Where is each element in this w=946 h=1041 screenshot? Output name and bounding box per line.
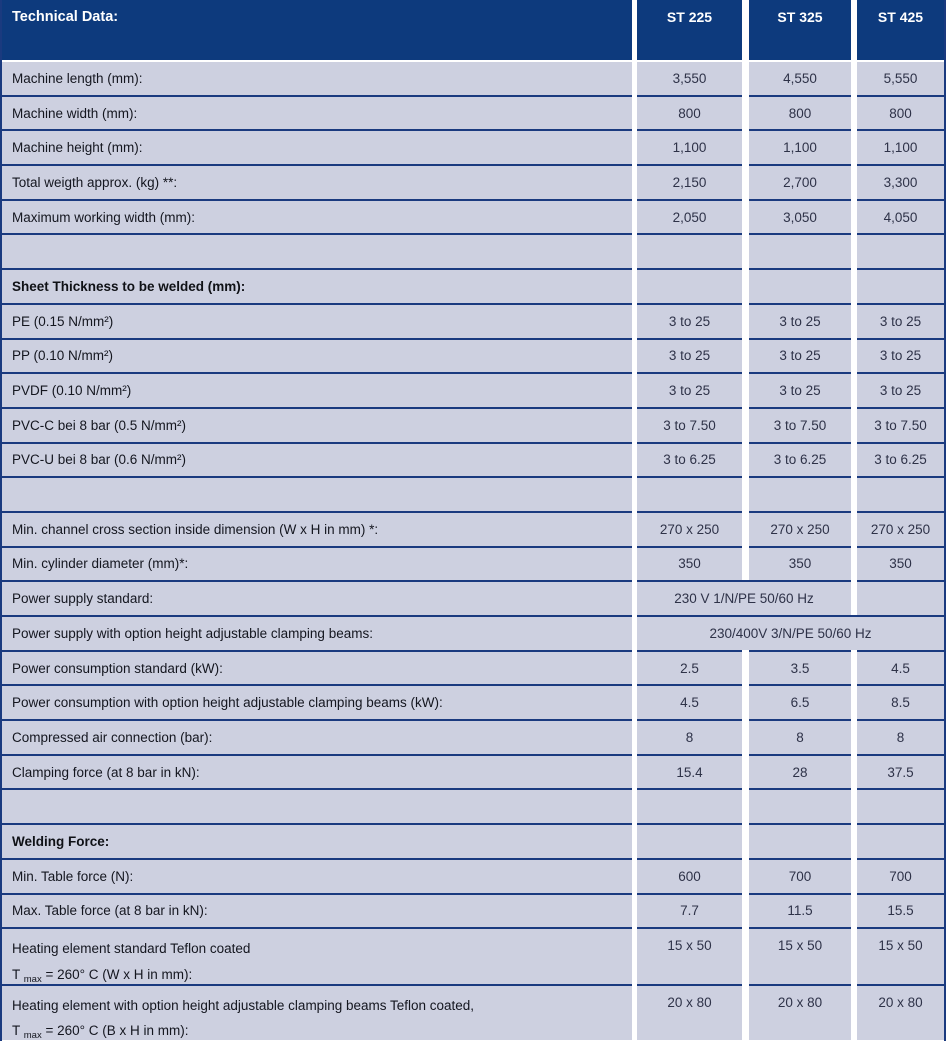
- row-value: 15 x 50: [637, 927, 742, 984]
- row-value: 270 x 250: [749, 511, 851, 546]
- row-value: 4,050: [857, 199, 944, 234]
- table-row: [2, 95, 944, 130]
- row-value: 4.5: [637, 684, 742, 719]
- row-label: PE (0.15 N/mm²): [2, 303, 632, 338]
- row-value: 4,550: [749, 60, 851, 95]
- row-value: 3 to 6.25: [749, 442, 851, 477]
- row-value: 3 to 7.50: [857, 407, 944, 442]
- row-value: 5,550: [857, 60, 944, 95]
- column-gap: [742, 823, 749, 858]
- row-label: Power consumption standard (kW):: [2, 650, 632, 685]
- row-value: 20 x 80: [857, 984, 944, 1041]
- row-value: 3 to 25: [637, 338, 742, 373]
- row-label: Machine height (mm):: [2, 129, 632, 164]
- row-value: 28: [749, 754, 851, 789]
- row-label: Clamping force (at 8 bar in kN):: [2, 754, 632, 789]
- tmax-subscript: max: [23, 973, 42, 984]
- row-label: Sheet Thickness to be welded (mm):: [2, 268, 632, 303]
- column-gap: [742, 442, 749, 477]
- row-value: 20 x 80: [637, 984, 742, 1041]
- row-value: 800: [637, 95, 742, 130]
- row-label: Total weigth approx. (kg) **:: [2, 164, 632, 199]
- table-row: [2, 684, 944, 719]
- column-gap: [742, 511, 749, 546]
- row-value: 11.5: [749, 893, 851, 928]
- row-value: 6.5: [749, 684, 851, 719]
- column-gap: [742, 129, 749, 164]
- row-value: 800: [857, 95, 944, 130]
- table-row: [2, 407, 944, 442]
- row-label: [2, 233, 632, 268]
- row-value: [857, 476, 944, 511]
- column-gap: [742, 893, 749, 928]
- row-label: PVC-U bei 8 bar (0.6 N/mm²): [2, 442, 632, 477]
- row-value: 2.5: [637, 650, 742, 685]
- table-row: [2, 927, 944, 984]
- table-row: [2, 268, 944, 303]
- column-header-st225: ST 225: [637, 0, 742, 60]
- column-gap: [742, 338, 749, 373]
- row-value: 3 to 6.25: [637, 442, 742, 477]
- column-gap: [742, 95, 749, 130]
- row-label: Machine length (mm):: [2, 60, 632, 95]
- row-label: PVDF (0.10 N/mm²): [2, 372, 632, 407]
- row-value: 15.4: [637, 754, 742, 789]
- row-value: 15.5: [857, 893, 944, 928]
- row-value: [749, 476, 851, 511]
- row-value-merged: 230/400V 3/N/PE 50/60 Hz: [637, 615, 944, 650]
- row-value: [749, 788, 851, 823]
- row-value: 15 x 50: [749, 927, 851, 984]
- row-value: 2,050: [637, 199, 742, 234]
- row-value: 270 x 250: [857, 511, 944, 546]
- row-value: 700: [749, 858, 851, 893]
- table-row: [2, 788, 944, 823]
- row-label: Compressed air connection (bar):: [2, 719, 632, 754]
- row-value: 20 x 80: [749, 984, 851, 1041]
- row-value: [749, 268, 851, 303]
- table-row: [2, 615, 944, 650]
- row-value: [749, 823, 851, 858]
- tmax-suffix: = 260° C (B x H in mm):: [41, 1023, 189, 1039]
- tmax-suffix: = 260° C (W x H in mm):: [41, 966, 193, 982]
- row-value: [637, 823, 742, 858]
- row-value: 1,100: [749, 129, 851, 164]
- column-gap: [742, 684, 749, 719]
- table-row: [2, 199, 944, 234]
- row-value: 8: [749, 719, 851, 754]
- column-gap: [742, 60, 749, 95]
- table-row: [2, 476, 944, 511]
- row-label: Maximum working width (mm):: [2, 199, 632, 234]
- row-value: 37.5: [857, 754, 944, 789]
- table-row: [2, 164, 944, 199]
- row-value: 3,050: [749, 199, 851, 234]
- table-row: [2, 984, 944, 1041]
- row-value: [637, 268, 742, 303]
- row-value: 3 to 25: [637, 303, 742, 338]
- row-label: Min. cylinder diameter (mm)*:: [2, 546, 632, 581]
- row-value: [637, 476, 742, 511]
- row-label: [2, 476, 632, 511]
- column-gap: [742, 754, 749, 789]
- column-gap: [742, 788, 749, 823]
- column-gap: [742, 372, 749, 407]
- table-row: [2, 650, 944, 685]
- column-gap: [742, 984, 749, 1041]
- column-gap: [742, 199, 749, 234]
- column-gap: [742, 164, 749, 199]
- table-row: [2, 511, 944, 546]
- row-value: [749, 233, 851, 268]
- column-gap: [742, 858, 749, 893]
- row-value: 8.5: [857, 684, 944, 719]
- column-gap: [742, 268, 749, 303]
- row-value: [637, 788, 742, 823]
- row-value: 8: [857, 719, 944, 754]
- row-label: PP (0.10 N/mm²): [2, 338, 632, 373]
- row-value: 3 to 6.25: [857, 442, 944, 477]
- row-value: 3,550: [637, 60, 742, 95]
- table-row: [2, 129, 944, 164]
- row-value: 3 to 7.50: [749, 407, 851, 442]
- row-value: 3 to 25: [637, 372, 742, 407]
- row-value: 2,700: [749, 164, 851, 199]
- row-value: 8: [637, 719, 742, 754]
- table-title: Technical Data:: [2, 0, 632, 60]
- row-label: [2, 788, 632, 823]
- column-header-st325: ST 325: [749, 0, 851, 60]
- row-label-line1: Heating element with option height adjustable clamping beams Teflon coated,: [12, 997, 475, 1013]
- row-value: 350: [637, 546, 742, 581]
- table-row: [2, 893, 944, 928]
- row-value: [857, 823, 944, 858]
- row-label: Power consumption with option height adjustable clamping beams (kW):: [2, 684, 632, 719]
- row-label: PVC-C bei 8 bar (0.5 N/mm²): [2, 407, 632, 442]
- column-gap: [742, 927, 749, 984]
- row-value: 3 to 25: [749, 372, 851, 407]
- row-label: [2, 927, 632, 984]
- table-row: [2, 233, 944, 268]
- row-value: 270 x 250: [637, 511, 742, 546]
- row-value: 350: [857, 546, 944, 581]
- row-label: Min. channel cross section inside dimension (W x H in mm) *:: [2, 511, 632, 546]
- row-value: 2,150: [637, 164, 742, 199]
- table-row: [2, 754, 944, 789]
- row-label-line1: Heating element standard Teflon coated: [12, 941, 251, 957]
- row-label: Min. Table force (N):: [2, 858, 632, 893]
- tmax-prefix: T: [12, 966, 24, 982]
- column-header-st425: ST 425: [857, 0, 944, 60]
- tmax-subscript: max: [23, 1030, 42, 1041]
- row-value: 600: [637, 858, 742, 893]
- table-row: [2, 580, 944, 615]
- table-row: [2, 823, 944, 858]
- row-value: [857, 268, 944, 303]
- column-gap: [742, 407, 749, 442]
- table-row: [2, 858, 944, 893]
- row-value: 800: [749, 95, 851, 130]
- table-row: [2, 60, 944, 95]
- row-value: [857, 233, 944, 268]
- row-label: Max. Table force (at 8 bar in kN):: [2, 893, 632, 928]
- row-value: 3 to 25: [857, 372, 944, 407]
- row-label: Welding Force:: [2, 823, 632, 858]
- row-value: 1,100: [857, 129, 944, 164]
- row-value: 3 to 7.50: [637, 407, 742, 442]
- column-gap: [742, 719, 749, 754]
- row-label: Machine width (mm):: [2, 95, 632, 130]
- row-value: 3 to 25: [749, 338, 851, 373]
- column-gap: [742, 233, 749, 268]
- row-value: [637, 233, 742, 268]
- row-value: 3 to 25: [749, 303, 851, 338]
- row-value: 7.7: [637, 893, 742, 928]
- row-value: 3,300: [857, 164, 944, 199]
- row-value-merged: 230 V 1/N/PE 50/60 Hz: [637, 580, 851, 615]
- table-row: [2, 546, 944, 581]
- row-value: 3.5: [749, 650, 851, 685]
- table-row: [2, 338, 944, 373]
- column-gap: [742, 476, 749, 511]
- column-gap: [742, 650, 749, 685]
- row-label: Power supply standard:: [2, 580, 632, 615]
- table-row: [2, 442, 944, 477]
- row-value: [857, 788, 944, 823]
- row-value: 3 to 25: [857, 303, 944, 338]
- row-value: 700: [857, 858, 944, 893]
- table-row: [2, 303, 944, 338]
- table-header-row: [2, 0, 944, 60]
- row-label-line2: [12, 1018, 626, 1040]
- column-gap: [742, 0, 749, 60]
- row-value: 4.5: [857, 650, 944, 685]
- row-label: [2, 984, 632, 1041]
- row-value: 3 to 25: [857, 338, 944, 373]
- row-value: [857, 580, 944, 615]
- row-value: 350: [749, 546, 851, 581]
- column-gap: [742, 546, 749, 581]
- table-row: [2, 719, 944, 754]
- row-value: 1,100: [637, 129, 742, 164]
- table-row: [2, 372, 944, 407]
- column-gap: [742, 303, 749, 338]
- row-label: Power supply with option height adjustable clamping beams:: [2, 615, 632, 650]
- tmax-prefix: T: [12, 1023, 24, 1039]
- row-value: 15 x 50: [857, 927, 944, 984]
- row-label-line2: [12, 962, 626, 984]
